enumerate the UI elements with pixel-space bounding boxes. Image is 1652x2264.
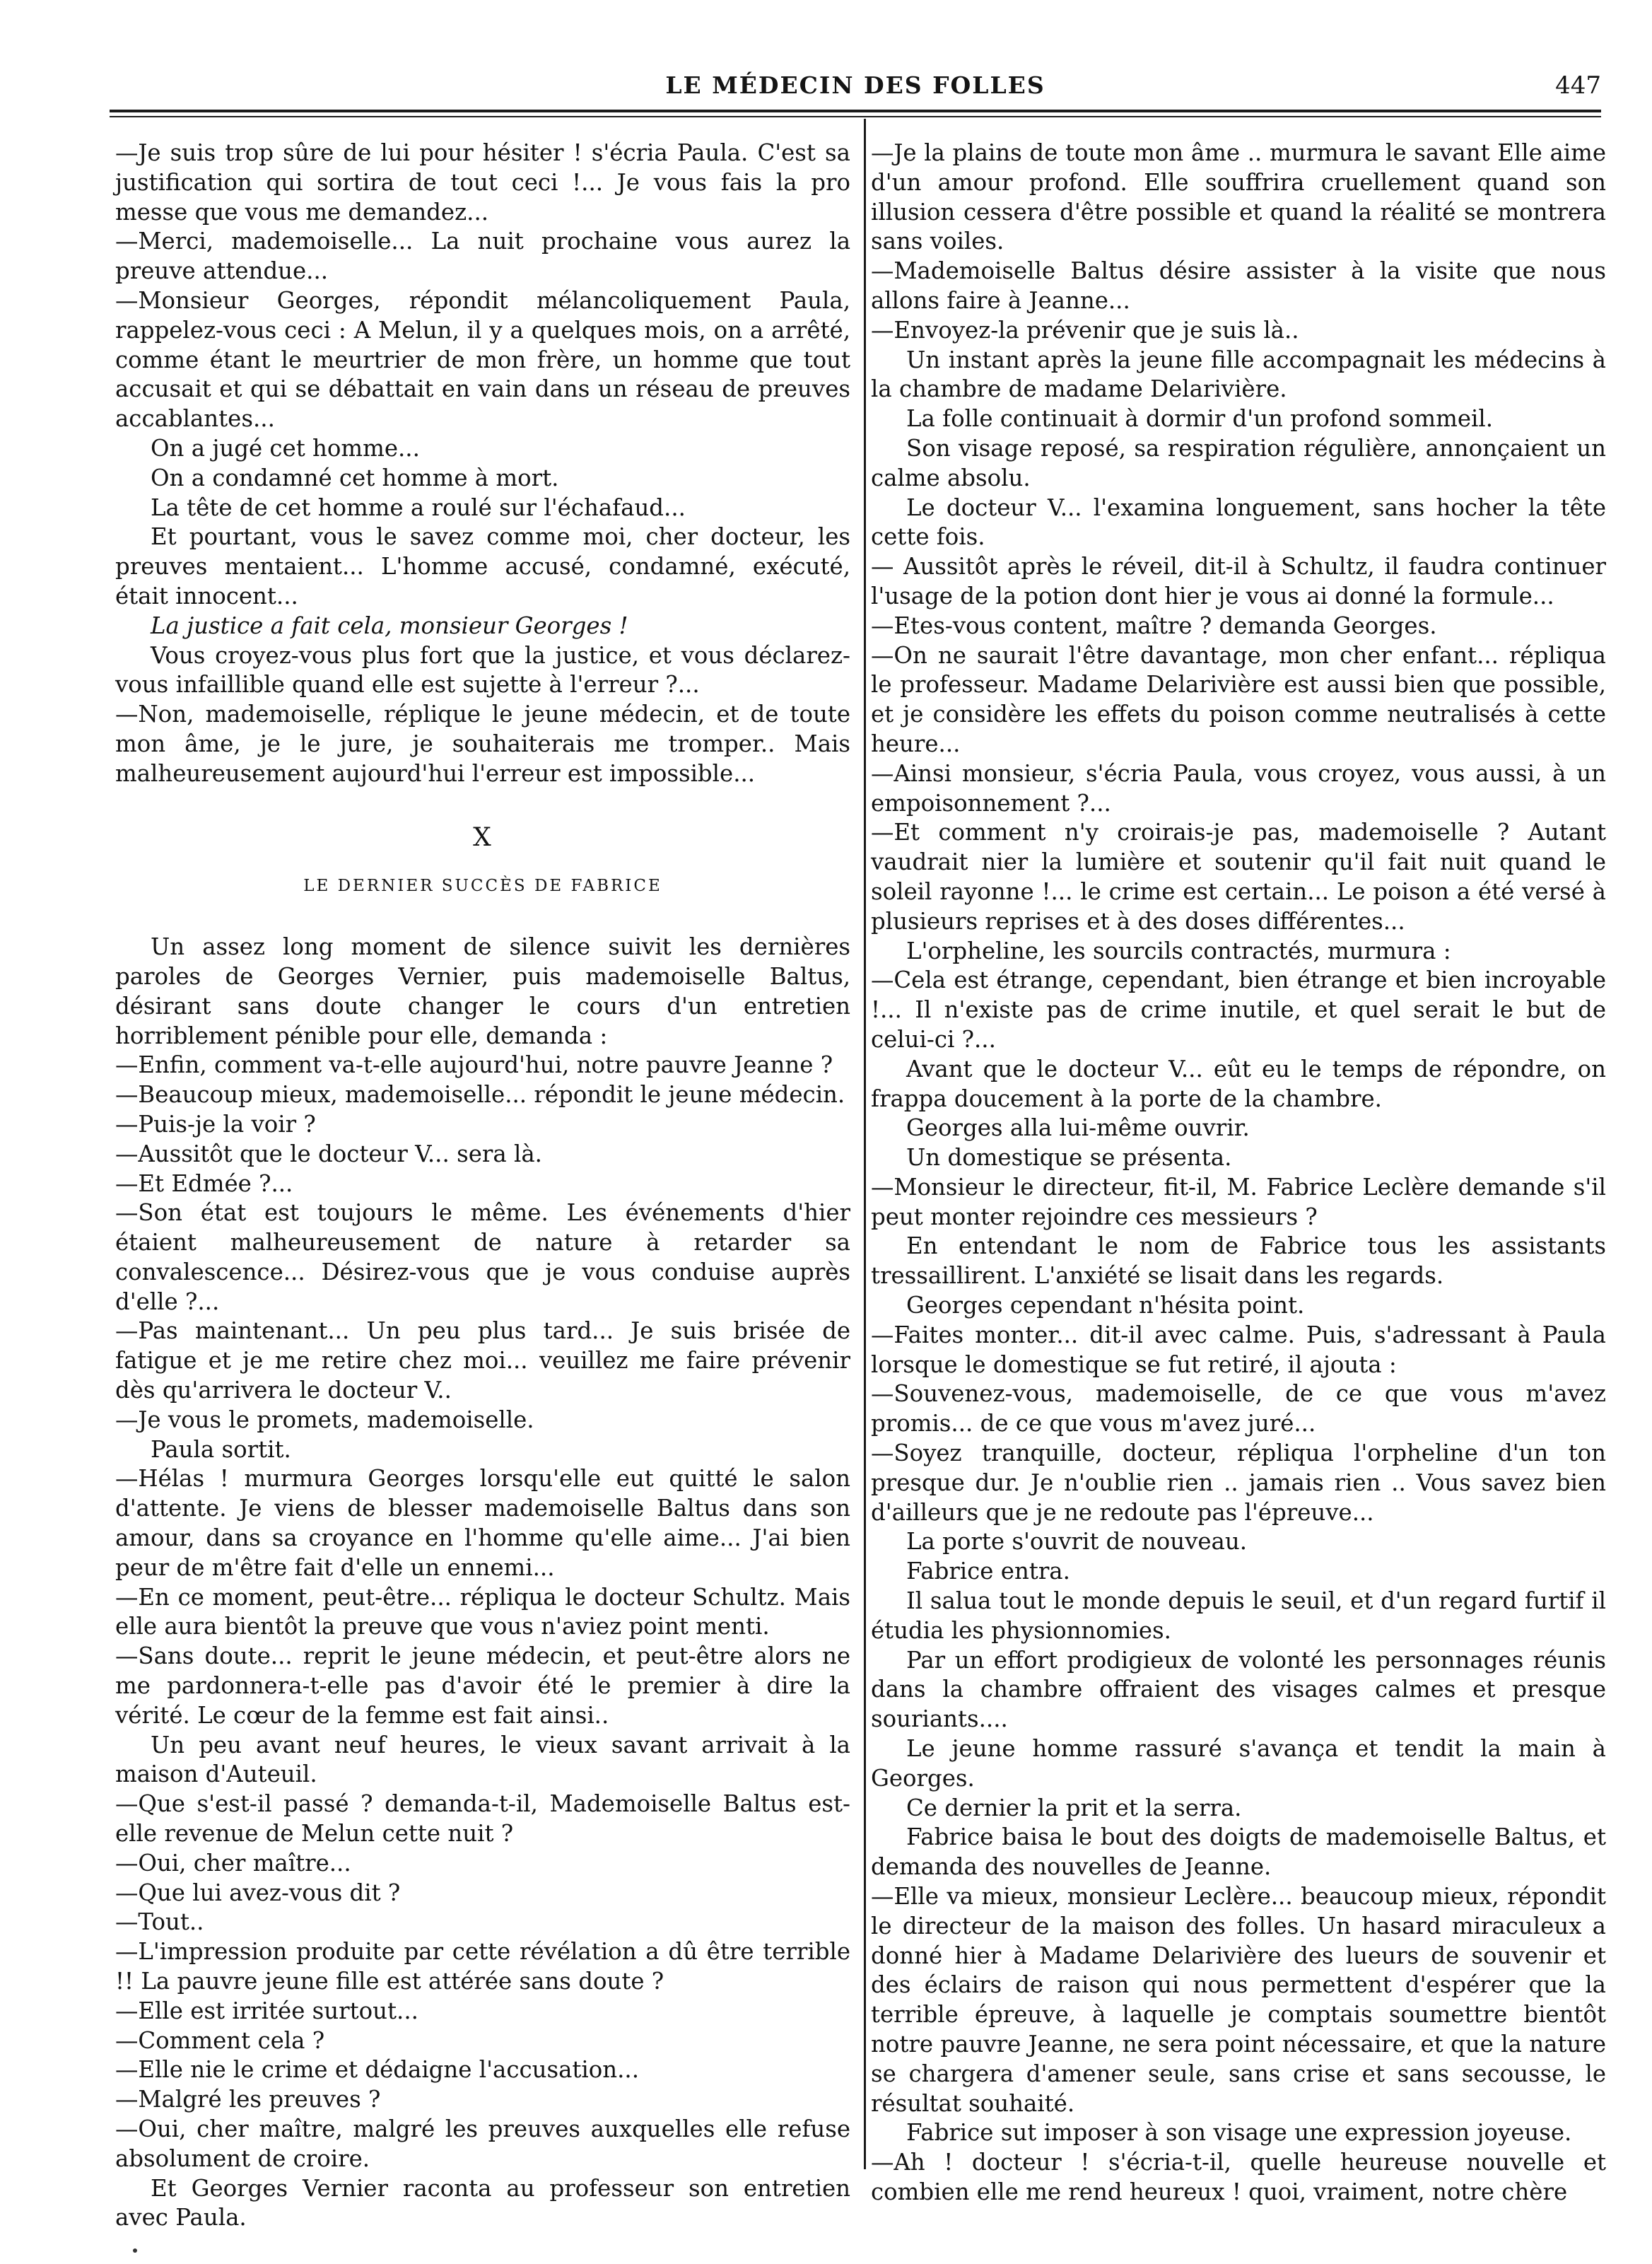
paragraph: —Faites monter... dit-il avec calme. Puis, s'adressant à Paula lorsque le domestique se fut retiré, il ajouta : xyxy=(871,1321,1606,1378)
paragraph: Avant que le docteur V... eût eu le temps de répondre, on frappa doucement à la porte de la chambre. xyxy=(871,1055,1606,1112)
paragraph: On a condamné cet homme à mort. xyxy=(151,464,559,491)
paragraph: —Hélas ! murmura Georges lorsqu'elle eut quitté le salon d'attente. Je viens de blesser mademoiselle Baltus dans son amour, dans sa croyance en l'homme qu'elle aime... J'ai bien peur de m'être fait d'elle un ennemi... xyxy=(115,1465,850,1581)
section-title: LE DERNIER SUCCÈS DE FABRICE xyxy=(303,877,662,896)
paragraph: Fabrice sut imposer à son visage une expression joyeuse. xyxy=(906,2119,1572,2147)
paragraph: Un peu avant neuf heures, le vieux savant arrivait à la maison d'Auteuil. xyxy=(115,1731,850,1788)
paragraph: —Non, mademoiselle, réplique le jeune médecin, et de toute mon âme, je le jure, je souhaiterais me tromper.. Mais malheureusement aujourd'hui l'erreur est impossible... xyxy=(115,701,850,787)
paragraph: —Comment cela ? xyxy=(115,2026,325,2054)
paragraph: —Envoyez-la prévenir que je suis là.. xyxy=(871,316,1299,344)
paragraph: —Elle est irritée surtout... xyxy=(115,1997,418,2024)
paragraph: —Oui, cher maître... xyxy=(115,1849,351,1877)
paragraph: Ce dernier la prit et la serra. xyxy=(906,1794,1242,1821)
paragraph: L'orpheline, les sourcils contractés, murmura : xyxy=(906,937,1451,964)
paragraph: —Pas maintenant... Un peu plus tard... Je suis brisée de fatigue et je me retire chez moi... veuillez me faire prévenir dès qu'arrivera le docteur V.. xyxy=(115,1317,850,1404)
paragraph: —Je suis trop sûre de lui pour hésiter ! s'écria Paula. C'est sa justification qui sortira de tout ceci !... Je vous fais la pro messe que vous me demandez... xyxy=(115,139,850,226)
paragraph: —Je vous le promets, mademoiselle. xyxy=(115,1406,534,1433)
paragraph: Un domestique se présenta. xyxy=(906,1144,1232,1172)
paragraph: Georges alla lui-même ouvrir. xyxy=(906,1114,1250,1142)
paragraph: Et pourtant, vous le savez comme moi, cher docteur, les preuves mentaient... L'homme accusé, condamné, exécuté, était innocent... xyxy=(115,523,850,609)
paragraph: Fabrice entra. xyxy=(906,1558,1070,1585)
paragraph: —Malgré les preuves ? xyxy=(115,2086,381,2113)
paragraph: —Beaucoup mieux, mademoiselle... répondit le jeune médecin. xyxy=(115,1081,845,1109)
paragraph: —Souvenez-vous, mademoiselle, de ce que vous m'avez promis... de ce que vous m'avez juré... xyxy=(871,1380,1606,1437)
paragraph: — Aussitôt après le réveil, dit-il à Schultz, il faudra continuer l'usage de la potion dont hier je vous ai donné la formule... xyxy=(871,553,1606,609)
paragraph: —Elle va mieux, monsieur Leclère... beaucoup mieux, répondit le directeur de la maison des folles. Un hasard miraculeux a donné hier à Madame Delarivière des lueurs de souvenir et des éclairs de raison qui nous permettent d'espérer que la terrible épreuve, à laquelle je comptais soumettre bientôt notre pauvre Jeanne, ne sera point nécessaire, et que la nature se chargera d'amener seule, sans crise et sans secousse, le résultat souhaité. xyxy=(871,1883,1606,2117)
running-title: LE MÉDECIN DES FOLLES xyxy=(665,71,1045,99)
paragraph: La justice a fait cela, monsieur Georges ! xyxy=(151,612,628,639)
paragraph: Vous croyez-vous plus fort que la justice, et vous déclarez-vous infaillible quand elle est sujette à l'erreur ?... xyxy=(115,641,850,699)
paragraph: —Enfin, comment va-t-elle aujourd'hui, notre pauvre Jeanne ? xyxy=(115,1051,833,1079)
paragraph: —Je la plains de toute mon âme .. murmura le savant Elle aime d'un amour profond. Elle souffrira cruellement quand son illusion cessera d'être possible et quand la réalité se montrera sans voiles. xyxy=(871,139,1606,255)
paragraph: —Puis-je la voir ? xyxy=(115,1110,316,1138)
paragraph: —Mademoiselle Baltus désire assister à la visite que nous allons faire à Jeanne... xyxy=(871,257,1606,314)
paragraph: —Monsieur le directeur, fit-il, M. Fabrice Leclère demande s'il peut monter rejoindre ces messieurs ? xyxy=(871,1173,1606,1230)
paragraph: La folle continuait à dormir d'un profond sommeil. xyxy=(906,405,1494,433)
paragraph: —On ne saurait l'être davantage, mon cher enfant... répliqua le professeur. Madame Delarivière est aussi bien que possible, et je considère les effets du poison comme neutralisés à cette heure... xyxy=(871,641,1606,757)
paragraph: —Sans doute... reprit le jeune médecin, et peut-être alors ne me pardonnera-t-elle pas d'avoir été le premier à dire la vérité. Le cœur de la femme est fait ainsi.. xyxy=(115,1642,850,1729)
paragraph: —Son état est toujours le même. Les événements d'hier étaient malheureusement de nature à retarder sa convalescence... Désirez-vous que je vous conduise auprès d'elle ?... xyxy=(115,1199,850,1315)
paragraph: —Etes-vous content, maître ? demanda Georges. xyxy=(871,612,1437,639)
paragraph: La porte s'ouvrit de nouveau. xyxy=(906,1528,1248,1556)
section-number: X xyxy=(473,822,493,852)
paragraph: —Ah ! docteur ! s'écria-t-il, quelle heureuse nouvelle et combien elle me rend heureux ! quoi, vraiment, notre chère xyxy=(871,2149,1606,2205)
paragraph: —Merci, mademoiselle... La nuit prochaine vous aurez la preuve attendue... xyxy=(115,228,850,285)
paragraph: —Elle nie le crime et dédaigne l'accusation... xyxy=(115,2056,640,2084)
paragraph: Fabrice baisa le bout des doigts de mademoiselle Baltus, et demanda des nouvelles de Jeanne. xyxy=(871,1824,1606,1881)
ink-speck xyxy=(133,2248,137,2253)
paragraph: —Que lui avez-vous dit ? xyxy=(115,1879,401,1906)
paragraph: En entendant le nom de Fabrice tous les assistants tressaillirent. L'anxiété se lisait dans les regards. xyxy=(871,1232,1606,1290)
page-number: 447 xyxy=(1555,71,1601,100)
right-column xyxy=(871,139,1606,2207)
paragraph: —Soyez tranquille, docteur, répliqua l'orpheline d'un ton presque dur. Je n'oublie rien .. jamais rien .. Vous savez bien d'ailleurs que je ne redoute pas l'épreuve... xyxy=(871,1440,1606,1526)
paragraph: Paula sortit. xyxy=(151,1435,291,1463)
paragraph: Un assez long moment de silence suivit les dernières paroles de Georges Vernier, puis mademoiselle Baltus, désirant sans doute changer le cours d'un entretien horriblement pénible pour elle, demanda : xyxy=(115,933,850,1049)
paragraph: —L'impression produite par cette révélation a dû être terrible !! La pauvre jeune fille est attérée sans doute ? xyxy=(115,1938,850,1995)
left-column xyxy=(115,139,850,2233)
paragraph: Georges cependant n'hésita point. xyxy=(906,1292,1305,1319)
paragraph: La tête de cet homme a roulé sur l'échafaud... xyxy=(151,494,686,521)
header-rule-thin xyxy=(110,116,1601,117)
paragraph: Et Georges Vernier raconta au professeur son entretien avec Paula. xyxy=(115,2174,850,2231)
paragraph: —Que s'est-il passé ? demanda-t-il, Mademoiselle Baltus est-elle revenue de Melun cette nuit ? xyxy=(115,1790,850,1848)
paragraph: Par un effort prodigieux de volonté les personnages réunis dans la chambre offraient des visages calmes et presque souriants.... xyxy=(871,1646,1606,1733)
paragraph: On a jugé cet homme... xyxy=(151,434,420,462)
paragraph: —Et comment n'y croirais-je pas, mademoiselle ? Autant vaudrait nier la lumière et soutenir qu'il fait nuit quand le soleil rayonne !... le crime est certain... Le poison a été versé à plusieurs reprises et à des doses différentes... xyxy=(871,819,1606,935)
paragraph: —Cela est étrange, cependant, bien étrange et bien incroyable !... Il n'existe pas de crime inutile, et quel serait le but de celui-ci ?... xyxy=(871,967,1606,1053)
paragraph: —Aussitôt que le docteur V... sera là. xyxy=(115,1140,542,1167)
paragraph: Le docteur V... l'examina longuement, sans hocher la tête cette fois. xyxy=(871,494,1606,551)
paragraph: —En ce moment, peut-être... répliqua le docteur Schultz. Mais elle aura bientôt la preuve que vous n'aviez point menti. xyxy=(115,1583,850,1640)
paragraph: Il salua tout le monde depuis le seuil, et d'un regard furtif il étudia les physionnomies. xyxy=(871,1587,1606,1644)
page-header xyxy=(110,68,1601,103)
paragraph: —Ainsi monsieur, s'écria Paula, vous croyez, vous aussi, à un empoisonnement ?... xyxy=(871,759,1606,817)
paragraph: —Tout.. xyxy=(115,1908,204,1936)
paragraph: —Et Edmée ?... xyxy=(115,1169,293,1197)
paragraph: —Monsieur Georges, répondit mélancoliquement Paula, rappelez-vous ceci : A Melun, il y a quelques mois, on a arrêté, comme étant le meurtrier de mon frère, un homme que tout accusait et qui se débattait en vain dans un réseau de preuves accablantes... xyxy=(115,286,850,433)
paragraph: —Oui, cher maître, malgré les preuves auxquelles elle refuse absolument de croire. xyxy=(115,2116,850,2172)
paragraph: Son visage reposé, sa respiration régulière, annonçaient un calme absolu. xyxy=(871,434,1606,491)
header-rule xyxy=(110,110,1601,112)
paragraph: Le jeune homme rassuré s'avança et tendit la main à Georges. xyxy=(871,1735,1606,1792)
paragraph: Un instant après la jeune fille accompagnait les médecins à la chambre de madame Delarivière. xyxy=(871,346,1606,403)
column-divider xyxy=(864,119,866,2169)
